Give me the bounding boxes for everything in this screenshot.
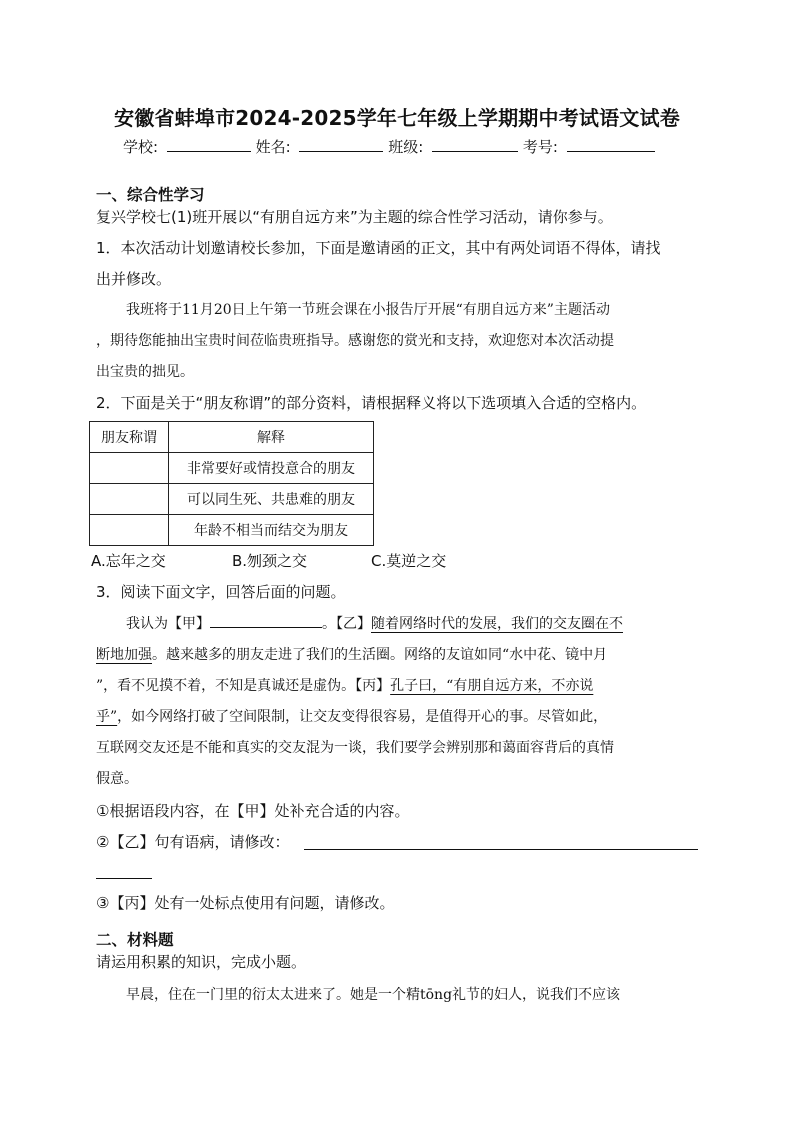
table-header-meaning: 解释 (169, 422, 374, 453)
name-blank[interactable] (299, 137, 383, 152)
q3-passage-line: 假意。 (96, 771, 138, 787)
invitation-passage-line: 出宝贵的拙见。 (96, 364, 194, 380)
q3-sub2-answer-line-cont[interactable] (96, 878, 152, 879)
meaning-cell: 年龄不相当而结交为朋友 (169, 515, 374, 546)
term-blank-cell[interactable] (90, 453, 169, 484)
school-label: 学校: (123, 138, 159, 156)
q1-text: 1．本次活动计划邀请校长参加，下面是邀请函的正文，其中有两处词语不得体，请找 (96, 239, 661, 257)
student-info-row (123, 136, 655, 157)
bing-sentence-end: 乎” (96, 709, 118, 725)
section2-passage-line: 早晨，住在一门里的衍太太进来了。她是一个精tōng礼节的妇人，说我们不应该 (126, 987, 621, 1003)
invitation-passage-line: 我班将于11月20日上午第一节班会课在小报告厅开展“有朋自远方来”主题活动 (126, 302, 610, 318)
q3-passage-line (96, 706, 607, 726)
section2-heading: 二、材料题 (96, 931, 174, 949)
table-row (90, 484, 374, 515)
table-header-term: 朋友称谓 (90, 422, 169, 453)
name-label: 姓名: (255, 138, 291, 156)
class-label: 班级: (388, 138, 424, 156)
q3-passage-line (126, 613, 623, 633)
section2-intro: 请运用积累的知识，完成小题。 (96, 953, 307, 971)
table-row (90, 515, 374, 546)
q2-text: 2．下面是关于“朋友称谓”的部分资料，请根据释义将以下选项填入合适的空格内。 (96, 394, 647, 412)
yi-sentence-end: 断地加强 (96, 647, 152, 663)
q3-passage-line (96, 644, 607, 664)
q3-passage-line: 互联网交友还是不能和真实的交友混为一谈，我们要学会辨别那和蔼面容背后的真情 (96, 740, 614, 756)
section1-heading: 一、综合性学习 (96, 186, 205, 204)
section1-intro: 复兴学校七(1)班开展以“有朋自远方来”为主题的综合性学习活动，请你参与。 (96, 208, 613, 226)
q3-sub3: ③【丙】处有一处标点使用有问题，请修改。 (96, 894, 395, 912)
exam-number-label: 考号: (522, 138, 558, 156)
term-blank-cell[interactable] (90, 484, 169, 515)
friend-terms-table (89, 421, 374, 546)
class-blank[interactable] (432, 137, 518, 152)
q3-text: 3．阅读下面文字，回答后面的问题。 (96, 583, 346, 601)
yi-marker: 。【乙】 (322, 616, 371, 632)
exam-number-blank[interactable] (567, 137, 655, 152)
school-blank[interactable] (167, 137, 251, 152)
q3-passage-line (96, 675, 593, 695)
option-c[interactable]: C.莫逆之交 (371, 552, 447, 570)
page-title: 安徽省蚌埠市2024-2025学年七年级上学期期中考试语文试卷 (114, 106, 680, 130)
bing-sentence: 孔子曰，“有朋自远方来，不亦说 (390, 678, 594, 694)
yi-sentence: 随着网络时代的发展，我们的交友圈在不 (371, 616, 623, 632)
option-b[interactable]: B.刎颈之交 (232, 552, 308, 570)
q1-text-cont: 出并修改。 (96, 270, 172, 288)
invitation-passage-line: ，期待您能抽出宝贵时间莅临贵班指导。感谢您的赏光和支持，欢迎您对本次活动提 (96, 333, 614, 349)
jia-blank[interactable] (210, 613, 322, 628)
jia-marker: 我认为【甲】 (126, 616, 210, 632)
option-a[interactable]: A.忘年之交 (91, 552, 166, 570)
table-row (90, 453, 374, 484)
q3-sub2: ②【乙】句有语病，请修改： (96, 833, 290, 851)
q3-sub1: ①根据语段内容，在【甲】处补充合适的内容。 (96, 802, 410, 820)
q3-sub2-answer-line[interactable] (304, 849, 698, 850)
meaning-cell: 可以同生死、共患难的朋友 (169, 484, 374, 515)
bing-marker: ”，看不见摸不着，不知是真诚还是虚伪。【丙】 (96, 678, 391, 694)
meaning-cell: 非常要好或情投意合的朋友 (169, 453, 374, 484)
term-blank-cell[interactable] (90, 515, 169, 546)
passage-text: ，如今网络打破了空间限制，让交友变得很容易，是值得开心的事。尽管如此， (117, 709, 608, 725)
table-header-row (90, 422, 374, 453)
passage-text: 。越来越多的朋友走进了我们的生活圈。网络的友谊如同“水中花、镜中月 (152, 647, 608, 663)
